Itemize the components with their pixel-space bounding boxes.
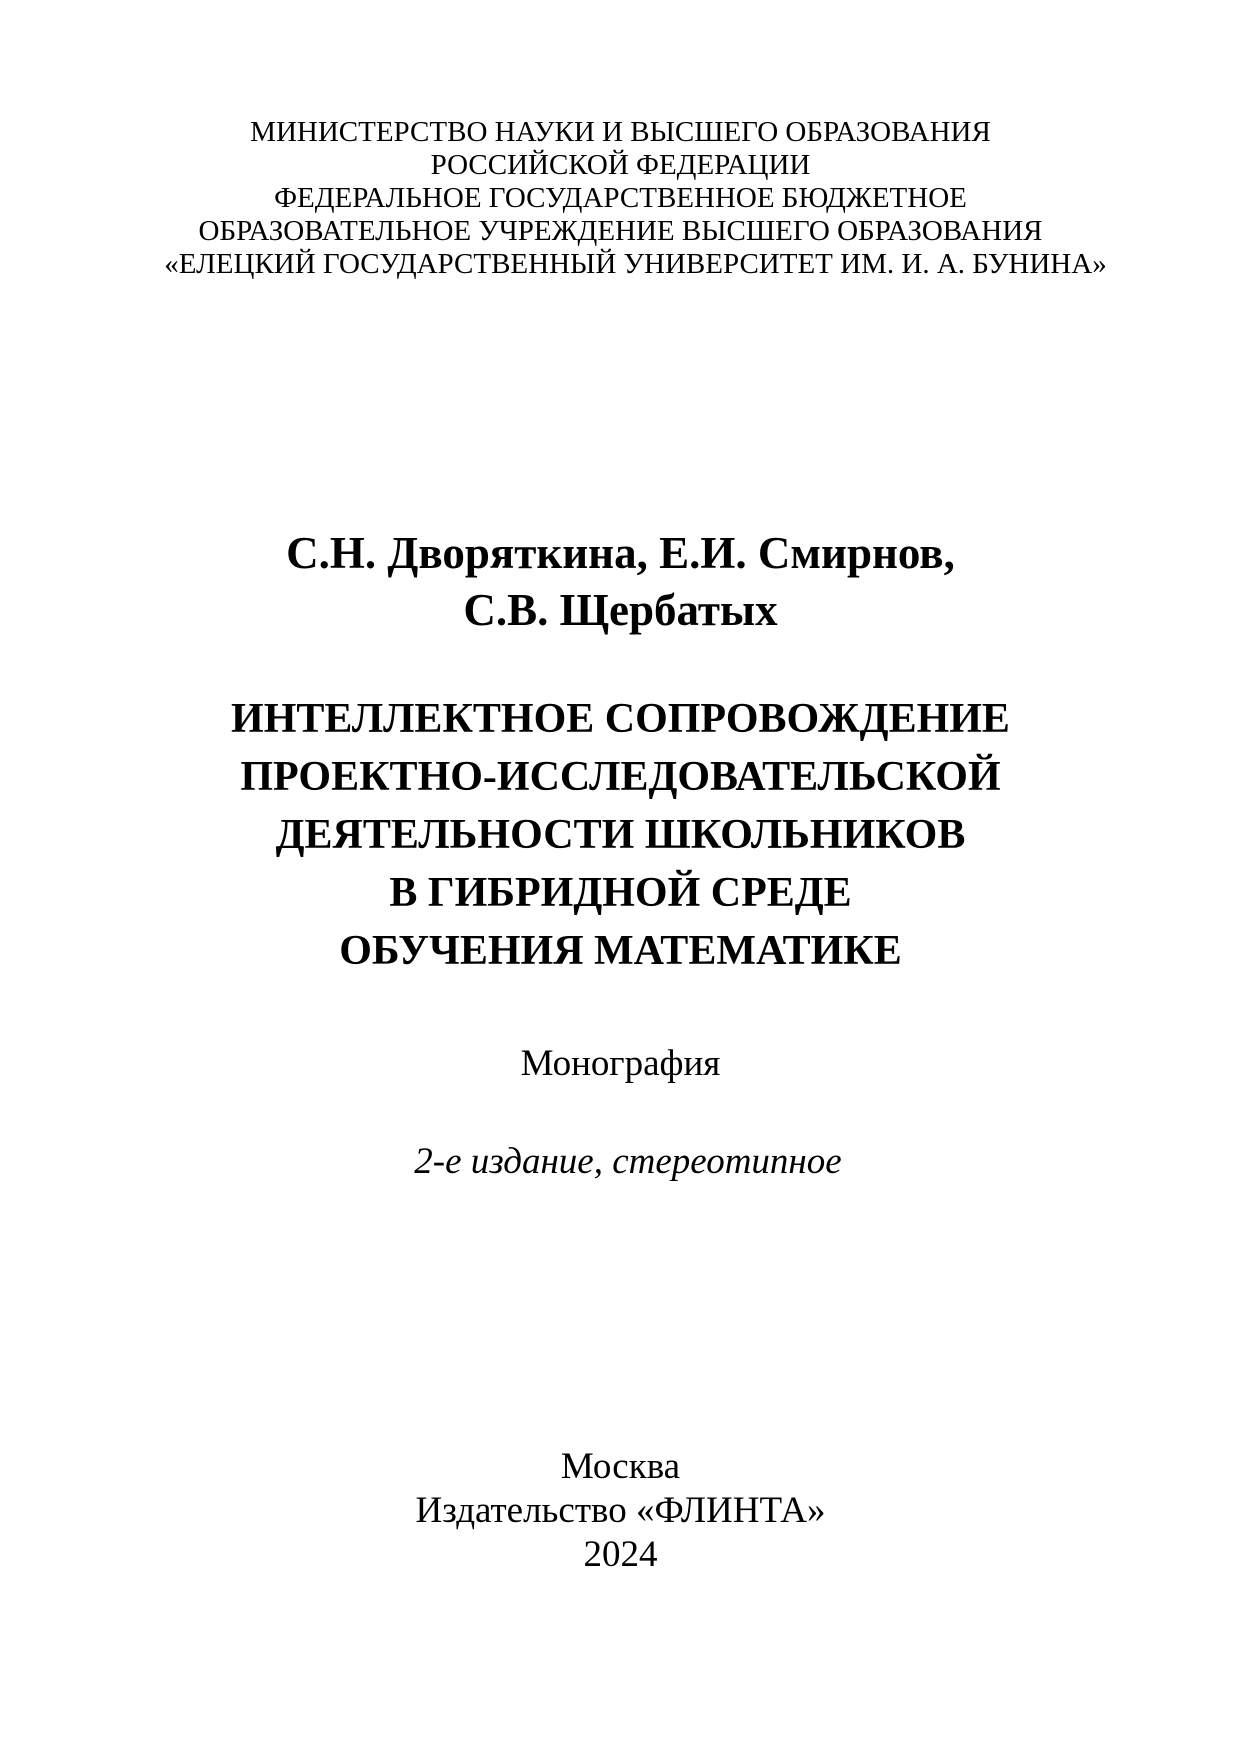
imprint bbox=[0, 1445, 1241, 1577]
book-title bbox=[0, 690, 1241, 980]
authors-line-1: С.Н. Дворяткина, Е.И. Смирнов, bbox=[286, 528, 955, 578]
imprint-city: Москва bbox=[560, 1446, 681, 1487]
title-line-3: ДЕЯТЕЛЬНОСТИ ШКОЛЬНИКОВ bbox=[275, 812, 966, 858]
title-line-1: ИНТЕЛЛЕКТНОЕ СОПРОВОЖДЕНИЕ bbox=[231, 696, 1010, 742]
institution-line-federation: РОССИЙСКОЙ ФЕДЕРАЦИИ bbox=[430, 149, 811, 181]
title-line-4: В ГИБРИДНОЙ СРЕДЕ bbox=[389, 870, 852, 916]
edition-note: 2-е издание, стереотипное bbox=[414, 1141, 842, 1182]
document-type: Монография bbox=[520, 1043, 721, 1084]
institution-line-ministry: МИНИСТЕРСТВО НАУКИ И ВЫСШЕГО ОБРАЗОВАНИЯ bbox=[250, 116, 991, 148]
authors bbox=[0, 525, 1241, 639]
institution-header bbox=[0, 116, 1241, 281]
institution-line-university: «ЕЛЕЦКИЙ ГОСУДАРСТВЕННЫЙ УНИВЕРСИТЕТ ИМ. И. А. БУНИНА» bbox=[164, 248, 1107, 280]
authors-line-2: С.В. Щербатых bbox=[463, 585, 778, 635]
imprint-publisher: Издательство «ФЛИНТА» bbox=[415, 1490, 826, 1531]
institution-line-federal-budget: ФЕДЕРАЛЬНОЕ ГОСУДАРСТВЕННОЕ БЮДЖЕТНОЕ bbox=[274, 182, 967, 214]
title-line-2: ПРОЕКТНО-ИССЛЕДОВАТЕЛЬСКОЙ bbox=[240, 754, 1001, 800]
title-line-5: ОБУЧЕНИЯ МАТЕМАТИКЕ bbox=[339, 928, 902, 974]
institution-line-educational-institution: ОБРАЗОВАТЕЛЬНОЕ УЧРЕЖДЕНИЕ ВЫСШЕГО ОБРАЗОВАНИЯ bbox=[198, 215, 1043, 247]
imprint-year: 2024 bbox=[583, 1534, 658, 1575]
